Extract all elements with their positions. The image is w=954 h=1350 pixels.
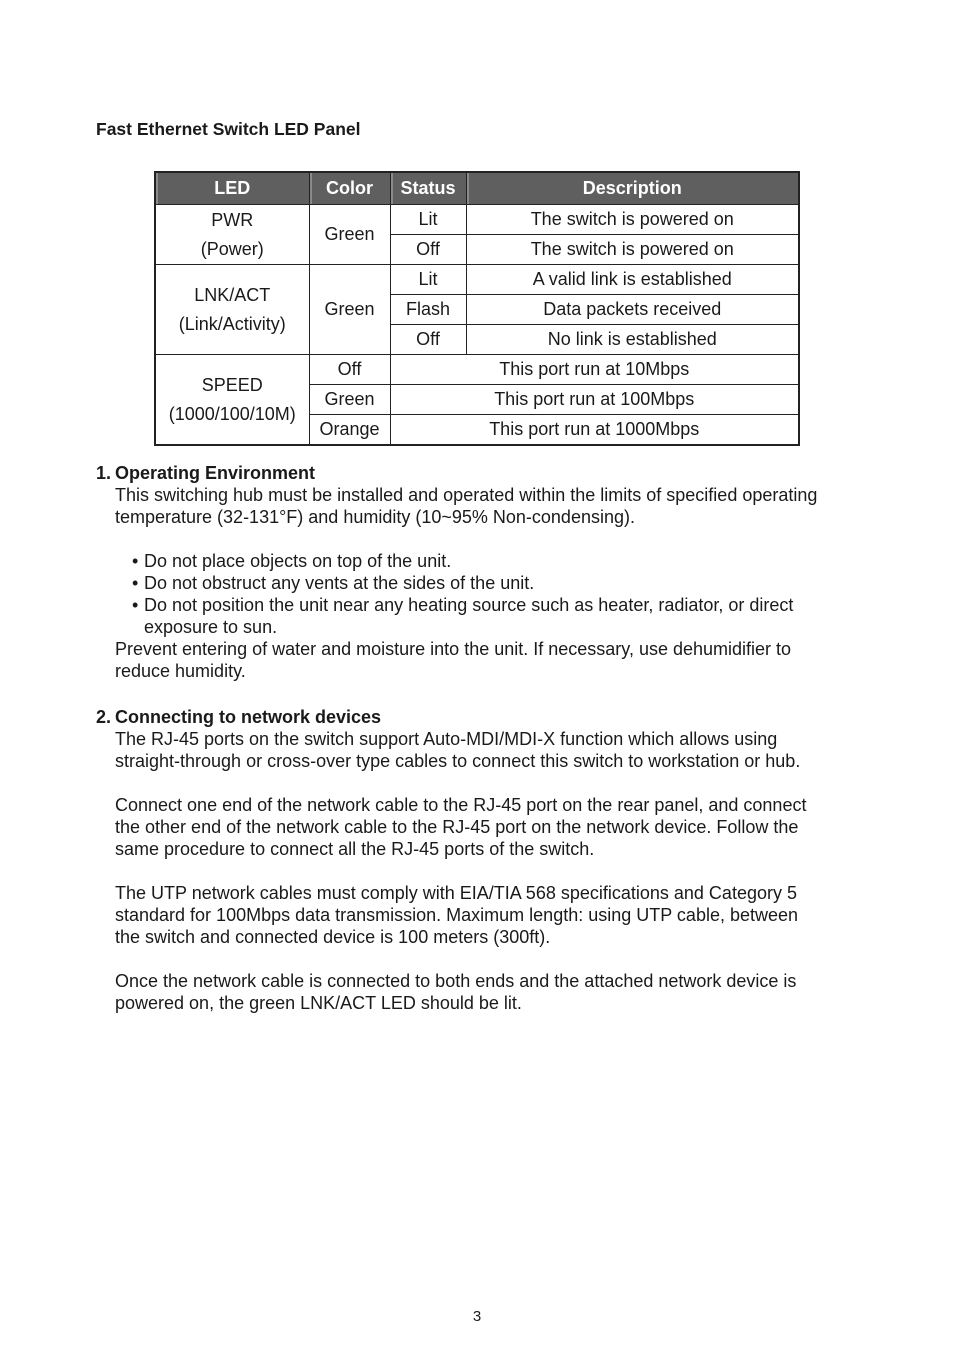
section-operating-environment [96, 462, 876, 682]
section-heading: Operating Environment [115, 463, 316, 483]
led-name-cell [155, 355, 309, 446]
table-row [155, 265, 799, 295]
paragraph-line: temperature (32-131°F) and humidity (10~95% Non-condensing). [115, 507, 635, 527]
table-header-row [155, 172, 799, 205]
section-number: 1. [96, 463, 112, 483]
led-status: Lit [390, 265, 466, 295]
paragraph: Once the network cable is connected to both ends and the attached network device is powered on, the green LNK/ACT LED should be lit. [115, 971, 797, 1013]
paragraph: The RJ-45 ports on the switch support Auto-MDI/MDI-X function which allows using straight-through or cross-over type cables to connect this switch to workstation or hub. [115, 729, 801, 771]
paragraph: Connect one end of the network cable to the RJ-45 port on the rear panel, and connect the other end of the network cable to the RJ-45 port on the network device. Follow the same procedure to connect all the RJ-45 ports of the switch. [115, 795, 807, 859]
led-status: Flash [390, 295, 466, 325]
page-title: Fast Ethernet Switch LED Panel [96, 119, 361, 139]
list-item: • Do not obstruct any vents at the sides of the unit. [132, 573, 535, 593]
led-status: Off [390, 325, 466, 355]
led-name: PWR [211, 209, 254, 230]
led-name: SPEED [201, 374, 263, 395]
led-description: This port run at 100Mbps [390, 385, 799, 415]
led-color: Off [309, 355, 390, 385]
bullet-icon: • [132, 551, 139, 571]
header-color: Color [309, 172, 390, 205]
bullet-icon: • [132, 573, 139, 593]
header-description: Description [466, 172, 799, 205]
led-status: Lit [390, 205, 466, 235]
paragraph-line: Prevent entering of water and moisture into the unit. If necessary, use dehumidifier to [115, 639, 792, 659]
led-name-cell [155, 265, 309, 355]
led-name-detail: (Power) [200, 238, 264, 259]
list-item: • Do not position the unit near any heating source such as heater, radiator, or direct exposure to sun. [132, 595, 794, 637]
list-item: • Do not place objects on top of the unit. [132, 551, 452, 571]
led-color: Orange [309, 415, 390, 446]
led-description: A valid link is established [466, 265, 799, 295]
led-description: This port run at 10Mbps [390, 355, 799, 385]
paragraph-line: This switching hub must be installed and operated within the limits of specified operating [115, 485, 818, 505]
led-name-detail: (Link/Activity) [178, 313, 286, 334]
led-name-cell [155, 205, 309, 265]
led-color: Green [309, 205, 390, 265]
section-number: 2. [96, 707, 112, 727]
led-description: No link is established [466, 325, 799, 355]
led-name-detail: (1000/100/10M) [168, 403, 296, 424]
led-description: This port run at 1000Mbps [390, 415, 799, 446]
table-row [155, 205, 799, 235]
led-name: LNK/ACT [194, 284, 271, 305]
page-number: 3 [472, 1308, 482, 1325]
led-description: The switch is powered on [466, 235, 799, 265]
led-table [154, 171, 800, 446]
bullet-list [115, 550, 876, 638]
led-status: Off [390, 235, 466, 265]
paragraph-line: reduce humidity. [115, 661, 246, 681]
led-description: The switch is powered on [466, 205, 799, 235]
paragraph: The UTP network cables must comply with EIA/TIA 568 specifications and Category 5 standard for 100Mbps data transmission. Maximum length: using UTP cable, between the switch and connected device is 100 meters (300ft). [115, 883, 799, 947]
bullet-icon: • [132, 595, 139, 615]
led-color: Green [309, 265, 390, 355]
led-color: Green [309, 385, 390, 415]
led-description: Data packets received [466, 295, 799, 325]
section-heading: Connecting to network devices [115, 707, 382, 727]
section-connecting-devices [96, 706, 876, 1014]
table-row [155, 355, 799, 385]
header-status: Status [390, 172, 466, 205]
header-led: LED [155, 172, 309, 205]
